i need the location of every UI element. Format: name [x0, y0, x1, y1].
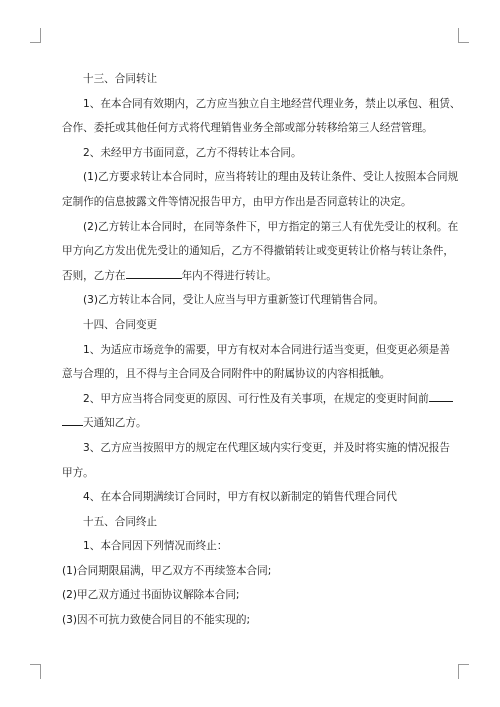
s14-para4: 4、在本合同期满续订合同时，甲方有权以新制定的销售代理合同代	[83, 491, 397, 504]
s15-item3: (3)因不可抗力致使合同目的不能实现的;	[62, 614, 251, 627]
s14-para1-line2: 意与合理的，且不得与主合同及合同附件中的附属协议的内容相抵触。	[62, 368, 391, 381]
crop-mark-bottom-right	[458, 664, 469, 679]
s13-para4-line1: (2)乙方转让本合同时，在同等条件下，甲方指定的第三人有优先受让的权利。在	[83, 220, 459, 233]
s14-para2-line2-text: 天通知乙方。	[83, 417, 147, 430]
s13-para1-line2: 合作、委托或其他任何方式将代理销售业务全部或部分转移给第三人经营管理。	[62, 122, 433, 135]
s13-para3-line1: (1)乙方要求转让本合同时，应当将转让的理由及转让条件、受让人按照本合同规	[83, 171, 459, 184]
s14-para2-line2	[62, 411, 438, 436]
fill-in-blank-years[interactable]	[126, 267, 182, 279]
fill-in-blank-days-a[interactable]	[429, 390, 453, 402]
s15-item1: (1)合同期限届满，甲乙双方不再续签本合同;	[62, 564, 272, 577]
s13-para4-line2: 甲方向乙方发出优先受让的通知后，乙方不得撤销转让或变更转让价格与转让条件，	[62, 245, 454, 258]
s13-para2: 2、未经甲方书面同意，乙方不得转让本合同。	[83, 146, 302, 159]
s13-para3-line2: 定制作的信息披露文件等情况报告甲方，由甲方作出是否同意转让的决定。	[62, 195, 412, 208]
s14-para2-line1-text: 2、甲方应当将合同变更的原因、可行性及有关事项，在规定的变更时间前	[83, 392, 429, 405]
crop-mark-top-left	[30, 28, 41, 43]
fill-in-blank-days-b[interactable]	[62, 414, 83, 426]
s14-para3-line2: 甲方。	[62, 466, 94, 479]
section-13-title: 十三、合同转让	[83, 73, 158, 85]
s13-para5: (3)乙方转让本合同，受让人应当与甲方重新签订代理销售合同。	[83, 294, 385, 307]
section-14-title: 十四、合同变更	[83, 318, 158, 331]
s13-para4-line3-end: 年内不得进行转让。	[181, 269, 277, 282]
s15-item2: (2)甲乙双方通过书面协议解除本合同;	[62, 589, 240, 602]
s13-para1-line1: 1、在本合同有效期内，乙方应当独立自主地经营代理业务，禁止以承包、租赁、	[83, 97, 461, 110]
s14-para2-line1	[83, 387, 438, 412]
s13-para4-line3	[62, 264, 438, 289]
s14-para1-line1: 1、为适应市场竞争的需要，甲方有权对本合同进行适当变更，但变更必须是善	[83, 343, 450, 356]
s13-para4-line3-start: 否则，乙方在	[62, 269, 126, 282]
document-body	[62, 67, 461, 633]
s14-para3-line1: 3、乙方应当按照甲方的规定在代理区域内实行变更，并及时将实施的情况报告	[83, 441, 450, 454]
s15-para1: 1、本合同因下列情况而终止：	[83, 540, 228, 553]
section-15-title: 十五、合同终止	[83, 515, 158, 528]
crop-mark-bottom-left	[30, 664, 41, 679]
crop-mark-top-right	[458, 28, 469, 43]
